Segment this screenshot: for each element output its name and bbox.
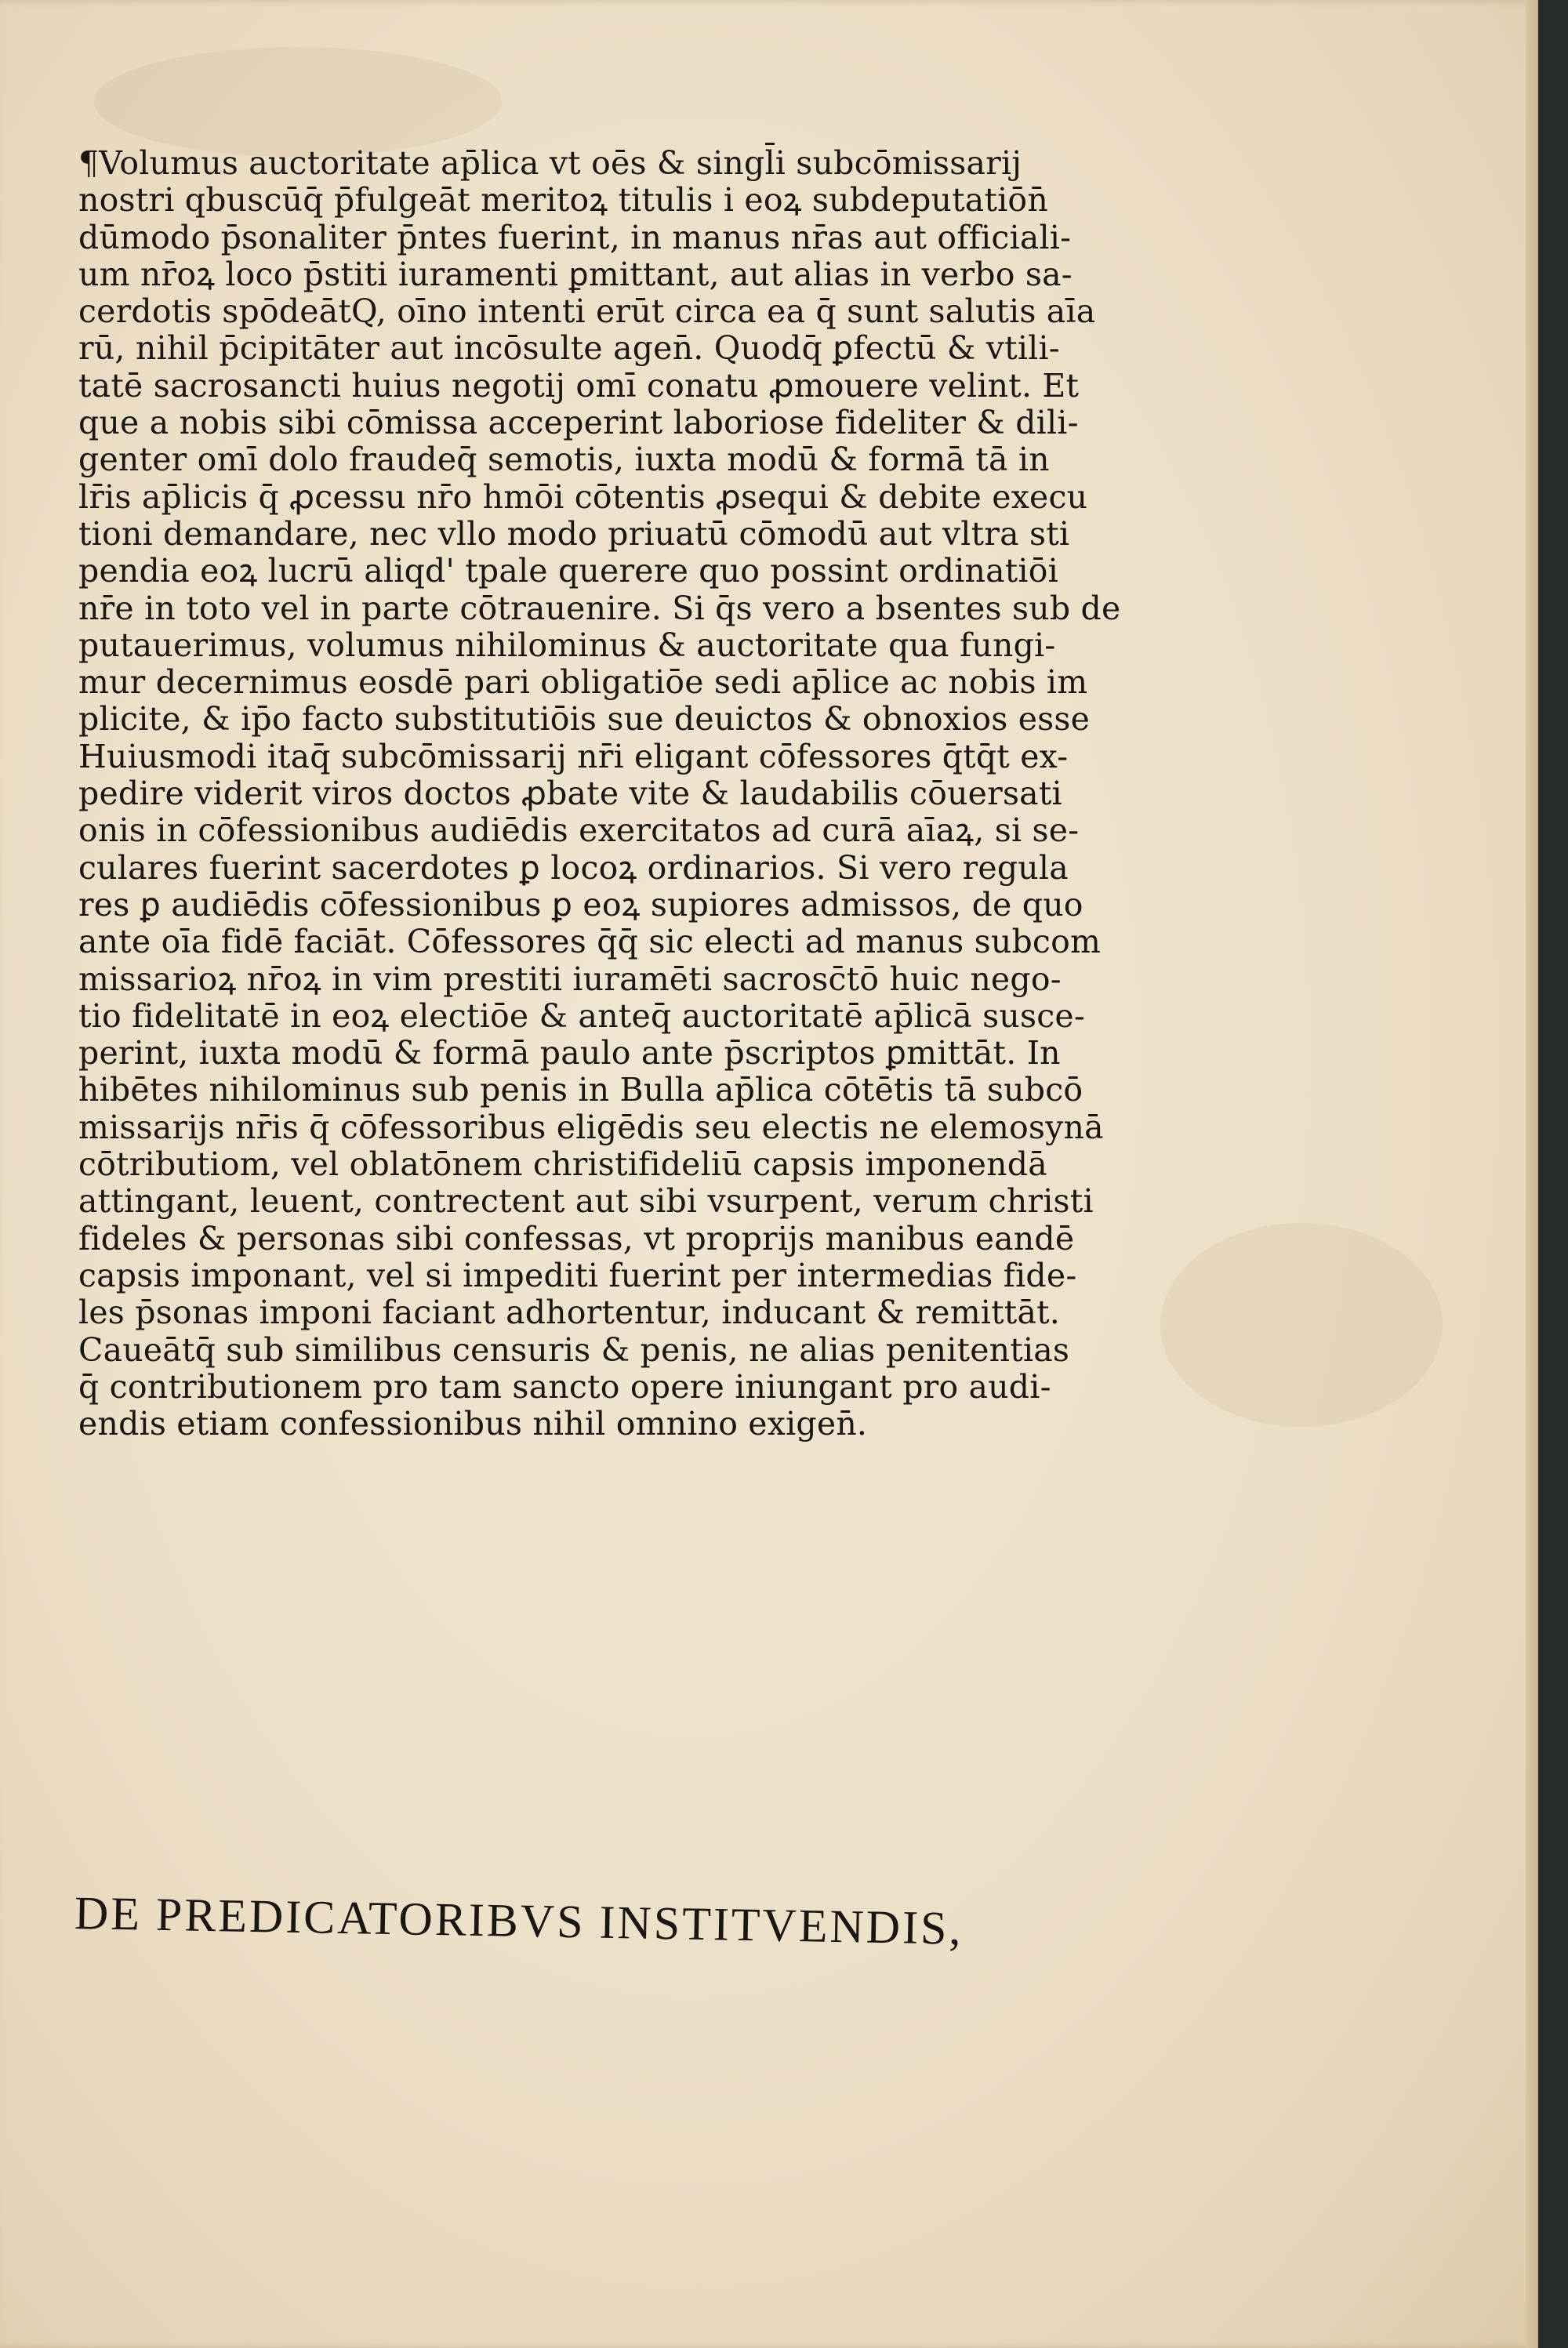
- text-line: tioni demandare, nec vllo modo priuatū cōmodū aut vltra sti: [78, 514, 1070, 553]
- text-line: tio fidelitatē in eoꝝ electiōe & anteq̄ auctoritatē ap̄licā susce-: [78, 996, 1085, 1035]
- text-line: q̄ contributionem pro tam sancto opere iniungant pro audi-: [78, 1367, 1051, 1406]
- text-line: nostri qbuscūq̄ p̄fulgeāt meritoꝝ titulis i eoꝝ subdeputatiōn̄: [78, 181, 1048, 220]
- text-line: ante oīa fidē faciāt. Cōfessores q̄q̄ sic electi ad manus subcom: [78, 923, 1102, 961]
- paper-stain: [94, 47, 502, 157]
- text-line: plicite, & ip̄o facto substitutiōis sue deuictos & obnoxios esse: [78, 700, 1091, 739]
- text-line: cerdotis spōdeātQ, oīno intenti erūt circa ea q̄ sunt salutis aīa: [78, 292, 1096, 331]
- text-line: culares fuerint sacerdotes ꝑ locoꝝ ordinarios. Si vero regula: [78, 848, 1069, 887]
- text-line: perint, iuxta modū & formā paulo ante p̄scriptos ꝑmittāt. In: [78, 1034, 1061, 1072]
- text-line: attingant, leuent, contrectent aut sibi vsurpent, verum christi: [78, 1182, 1094, 1221]
- text-line: que a nobis sibi cōmissa acceperint laboriose fideliter & dili-: [78, 404, 1079, 442]
- text-line: missarijs nr̄is q̄ cōfessoribus eligēdis seu electis ne elemosynā: [78, 1108, 1104, 1146]
- text-line: missarioꝝ nr̄oꝝ in vim prestiti iuramēti sacrosc̄tō huic nego-: [78, 960, 1062, 998]
- text-line: capsis imponant, vel si impediti fuerint per intermedias fide-: [78, 1256, 1077, 1294]
- text-line: endis etiam confessionibus nihil omnino exigen̄.: [78, 1405, 868, 1443]
- text-line: rū, nihil p̄cipitāter aut incōsulte agen̄. Quodq̄ ꝑfectū & vtili-: [78, 329, 1060, 368]
- text-line: onis in cōfessionibus audiēdis exercitatos ad curā aīaꝝ, si se-: [78, 811, 1080, 850]
- text-line: tatē sacrosancti huius negotij omī conatu ꝓmouere velint. Et: [78, 366, 1080, 405]
- page-edge: [1526, 0, 1538, 2348]
- text-line: um nr̄oꝝ loco p̄stiti iuramenti ꝑmittant, aut alias in verbo sa-: [78, 255, 1073, 293]
- text-line: Huiusmodi itaq̄ subcōmissarij nr̄i eligant cōfessores q̄tq̄t ex-: [78, 737, 1069, 775]
- section-heading: DE PREDICATORIBVS INSTITVENDIS,: [74, 1887, 964, 1954]
- text-line: Caueātq̄ sub similibus censuris & penis, ne alias penitentias: [78, 1330, 1070, 1369]
- text-line: pedire viderit viros doctos ꝓbate vite & laudabilis cōuersati: [78, 775, 1062, 813]
- text-line: cōtributiom, vel oblatōnem christifideliū capsis imponendā: [78, 1145, 1047, 1184]
- text-line: mur decernimus eosdē pari obligatiōe sedi ap̄lice ac nobis im: [78, 663, 1088, 702]
- text-line: genter omī dolo fraudeq̄ semotis, iuxta modū & formā tā in: [78, 441, 1050, 479]
- text-line: fideles & personas sibi confessas, vt proprijs manibus eandē: [78, 1219, 1075, 1257]
- text-line: hibētes nihilominus sub penis in Bulla ap̄lica cōtētis tā subcō: [78, 1071, 1083, 1109]
- text-line: lr̄is ap̄licis q̄ ꝓcessu nr̄o hmōi cōtentis ꝓsequi & debite execu: [78, 477, 1088, 516]
- text-line: pendia eoꝝ lucrū aliqd' tpale querere quo possint ordinatiōi: [78, 552, 1058, 590]
- text-line: dūmodo p̄sonaliter p̄ntes fuerint, in manus nr̄as aut officiali-: [78, 218, 1072, 256]
- text-line: res ꝑ audiēdis cōfessionibus ꝑ eoꝝ supiores admissos, de quo: [78, 885, 1083, 924]
- text-line: les p̄sonas imponi faciant adhortentur, inducant & remittāt.: [78, 1294, 1061, 1332]
- text-line: putauerimus, volumus nihilominus & auctoritate qua fungi-: [78, 626, 1056, 664]
- text-line: nr̄e in toto vel in parte cōtrauenire. Si q̄s vero a bsentes sub de: [78, 589, 1121, 627]
- body-text: [78, 145, 1239, 1443]
- text-line: ¶Volumus auctoritate ap̄lica vt oēs & singl̄i subcōmissarij: [78, 144, 1022, 182]
